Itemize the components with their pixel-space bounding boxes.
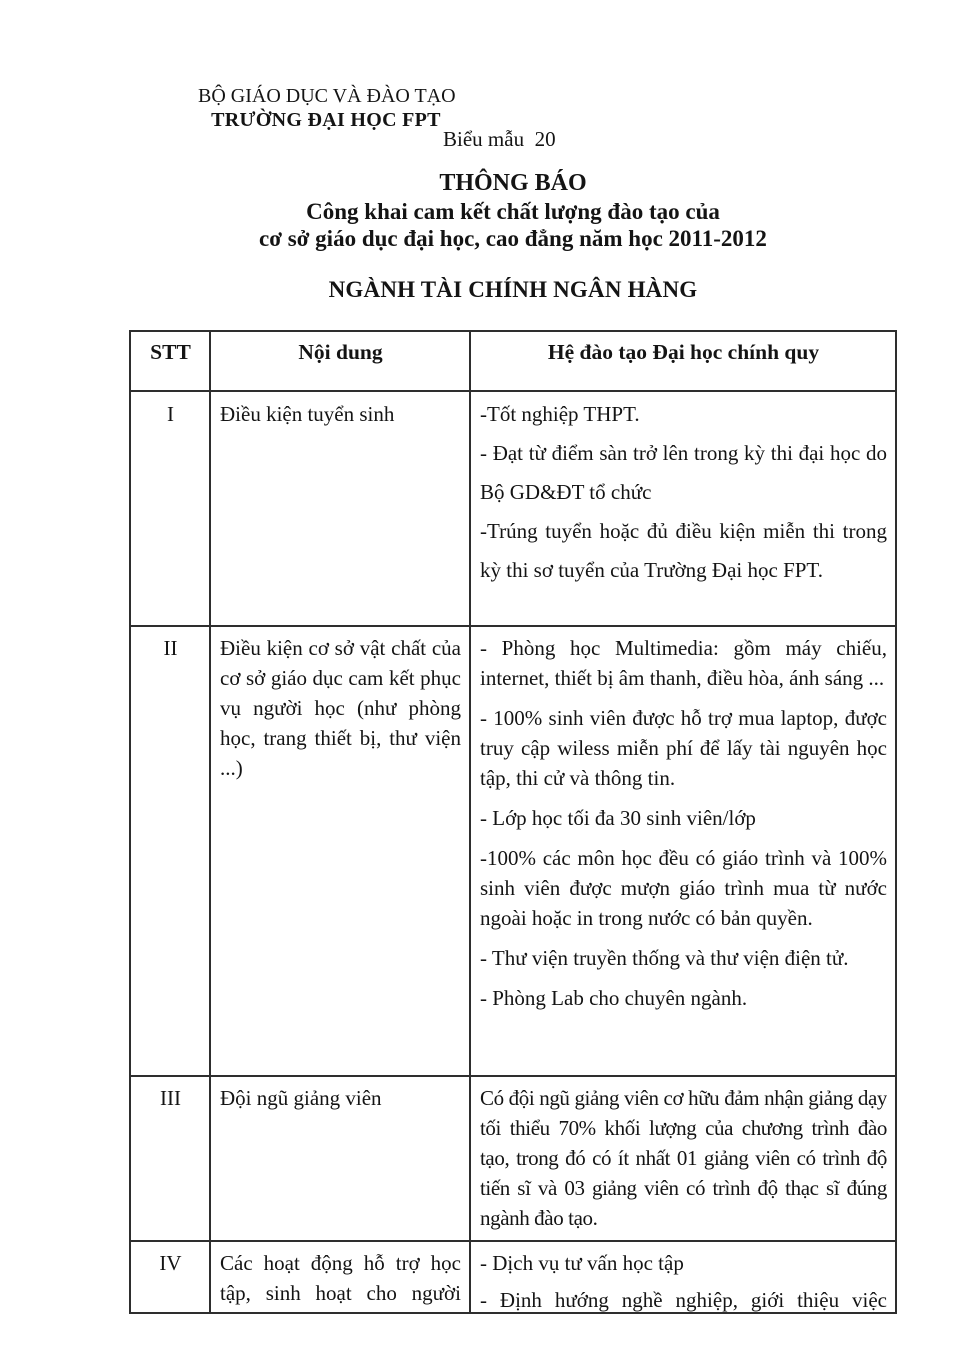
training-system-paragraph: - Thư viện truyền thống và thư viện điện tử.: [480, 946, 849, 970]
doc-title: THÔNG BÁO: [439, 170, 587, 196]
training-system-cell: [470, 1076, 896, 1241]
training-system-paragraph: - 100% sinh viên được hỗ trợ mua laptop, được truy cập wiless miễn phí để lấy tài nguyên học tập, thi cử và thông tin.: [480, 706, 887, 790]
table-row: [130, 1241, 896, 1314]
commitment-table-container: [129, 330, 897, 1314]
training-system-cell: [470, 626, 896, 1076]
table-body: [130, 391, 896, 1314]
training-system-paragraph: - Lớp học tối đa 30 sinh viên/lớp: [480, 806, 756, 830]
content-topic-cell: [210, 391, 470, 626]
training-system-paragraph: Có đội ngũ giảng viên cơ hữu đảm nhận giảng dạy tối thiểu 70% khối lượng của chương trình đào tạo, trong đó có ít nhất 01 giảng viên có trình độ tiến sĩ và 03 giảng viên có trình độ thạc sĩ đúng ngành đào tạo.: [480, 1086, 887, 1230]
training-system-paragraph: - Dịch vụ tư vấn học tập: [480, 1251, 684, 1275]
training-system-paragraph: - Định hướng nghề nghiệp, giới thiệu việc: [480, 1288, 887, 1312]
content-topic-cell: [210, 626, 470, 1076]
row-index: III: [160, 1086, 181, 1110]
row-index: I: [167, 402, 174, 426]
content-topic-cell: [210, 1241, 470, 1314]
content-topic-text: Điều kiện tuyển sinh: [220, 402, 395, 426]
row-index-cell: [130, 626, 210, 1076]
org-block: [198, 84, 454, 132]
row-index-cell: [130, 391, 210, 626]
training-system-cell: [470, 1241, 896, 1314]
content-topic-cell: [210, 1076, 470, 1241]
title-block: [130, 169, 896, 252]
commitment-table: [129, 330, 897, 1314]
training-system-paragraph: - Phòng Lab cho chuyên ngành.: [480, 986, 748, 1010]
table-row: [130, 1076, 896, 1241]
major-title: NGÀNH TÀI CHÍNH NGÂN HÀNG: [328, 277, 698, 302]
training-system-paragraph: - Đạt từ điểm sàn trở lên trong kỳ thi đại học do Bộ GD&ĐT tổ chức: [480, 441, 887, 504]
content-topic-text: Đội ngũ giảng viên: [220, 1086, 382, 1110]
training-system-cell: [470, 391, 896, 626]
form-number-label: Biểu mẫu 20: [443, 127, 556, 151]
training-system-paragraph: - Phòng học Multimedia: gồm máy chiếu, internet, thiết bị âm thanh, điều hòa, ánh sáng ...: [480, 636, 887, 690]
row-index-cell: [130, 1241, 210, 1314]
table-header-row: [130, 331, 896, 391]
header-cell-stt: STT: [130, 331, 210, 391]
header-cell-he-dao-tao: Hệ đào tạo Đại học chính quy: [470, 331, 896, 391]
university-name: TRƯỜNG ĐẠI HỌC FPT: [211, 109, 441, 131]
table-row: [130, 391, 896, 626]
training-system-paragraph: -100% các môn học đều có giáo trình và 100% sinh viên được mượn giáo trình mua từ nước ngoài hoặc in trong nước có bản quyền.: [480, 846, 887, 930]
ministry-name: BỘ GIÁO DỤC VÀ ĐÀO TẠO: [198, 85, 456, 107]
content-topic-text: Các hoạt động hỗ trợ học tập, sinh hoạt cho người: [220, 1251, 461, 1305]
row-index: II: [163, 636, 178, 660]
row-index: IV: [159, 1251, 182, 1275]
doc-subtitle-line1: Công khai cam kết chất lượng đào tạo của: [306, 199, 720, 224]
header-cell-noi-dung: Nội dung: [210, 331, 470, 391]
row-index-cell: [130, 1076, 210, 1241]
table-row: [130, 626, 896, 1076]
content-topic-text: Điều kiện cơ sở vật chất của cơ sở giáo dục cam kết phục vụ người học (như phòng học, trang thiết bị, thư viện ...): [220, 636, 461, 780]
training-system-paragraph: -Tốt nghiệp THPT.: [480, 402, 640, 426]
training-system-paragraph: -Trúng tuyển hoặc đủ điều kiện miễn thi trong kỳ thi sơ tuyển của Trường Đại học FPT.: [480, 519, 887, 582]
doc-subtitle-line2: cơ sở giáo dục đại học, cao đẳng năm học 2011-2012: [259, 226, 767, 251]
